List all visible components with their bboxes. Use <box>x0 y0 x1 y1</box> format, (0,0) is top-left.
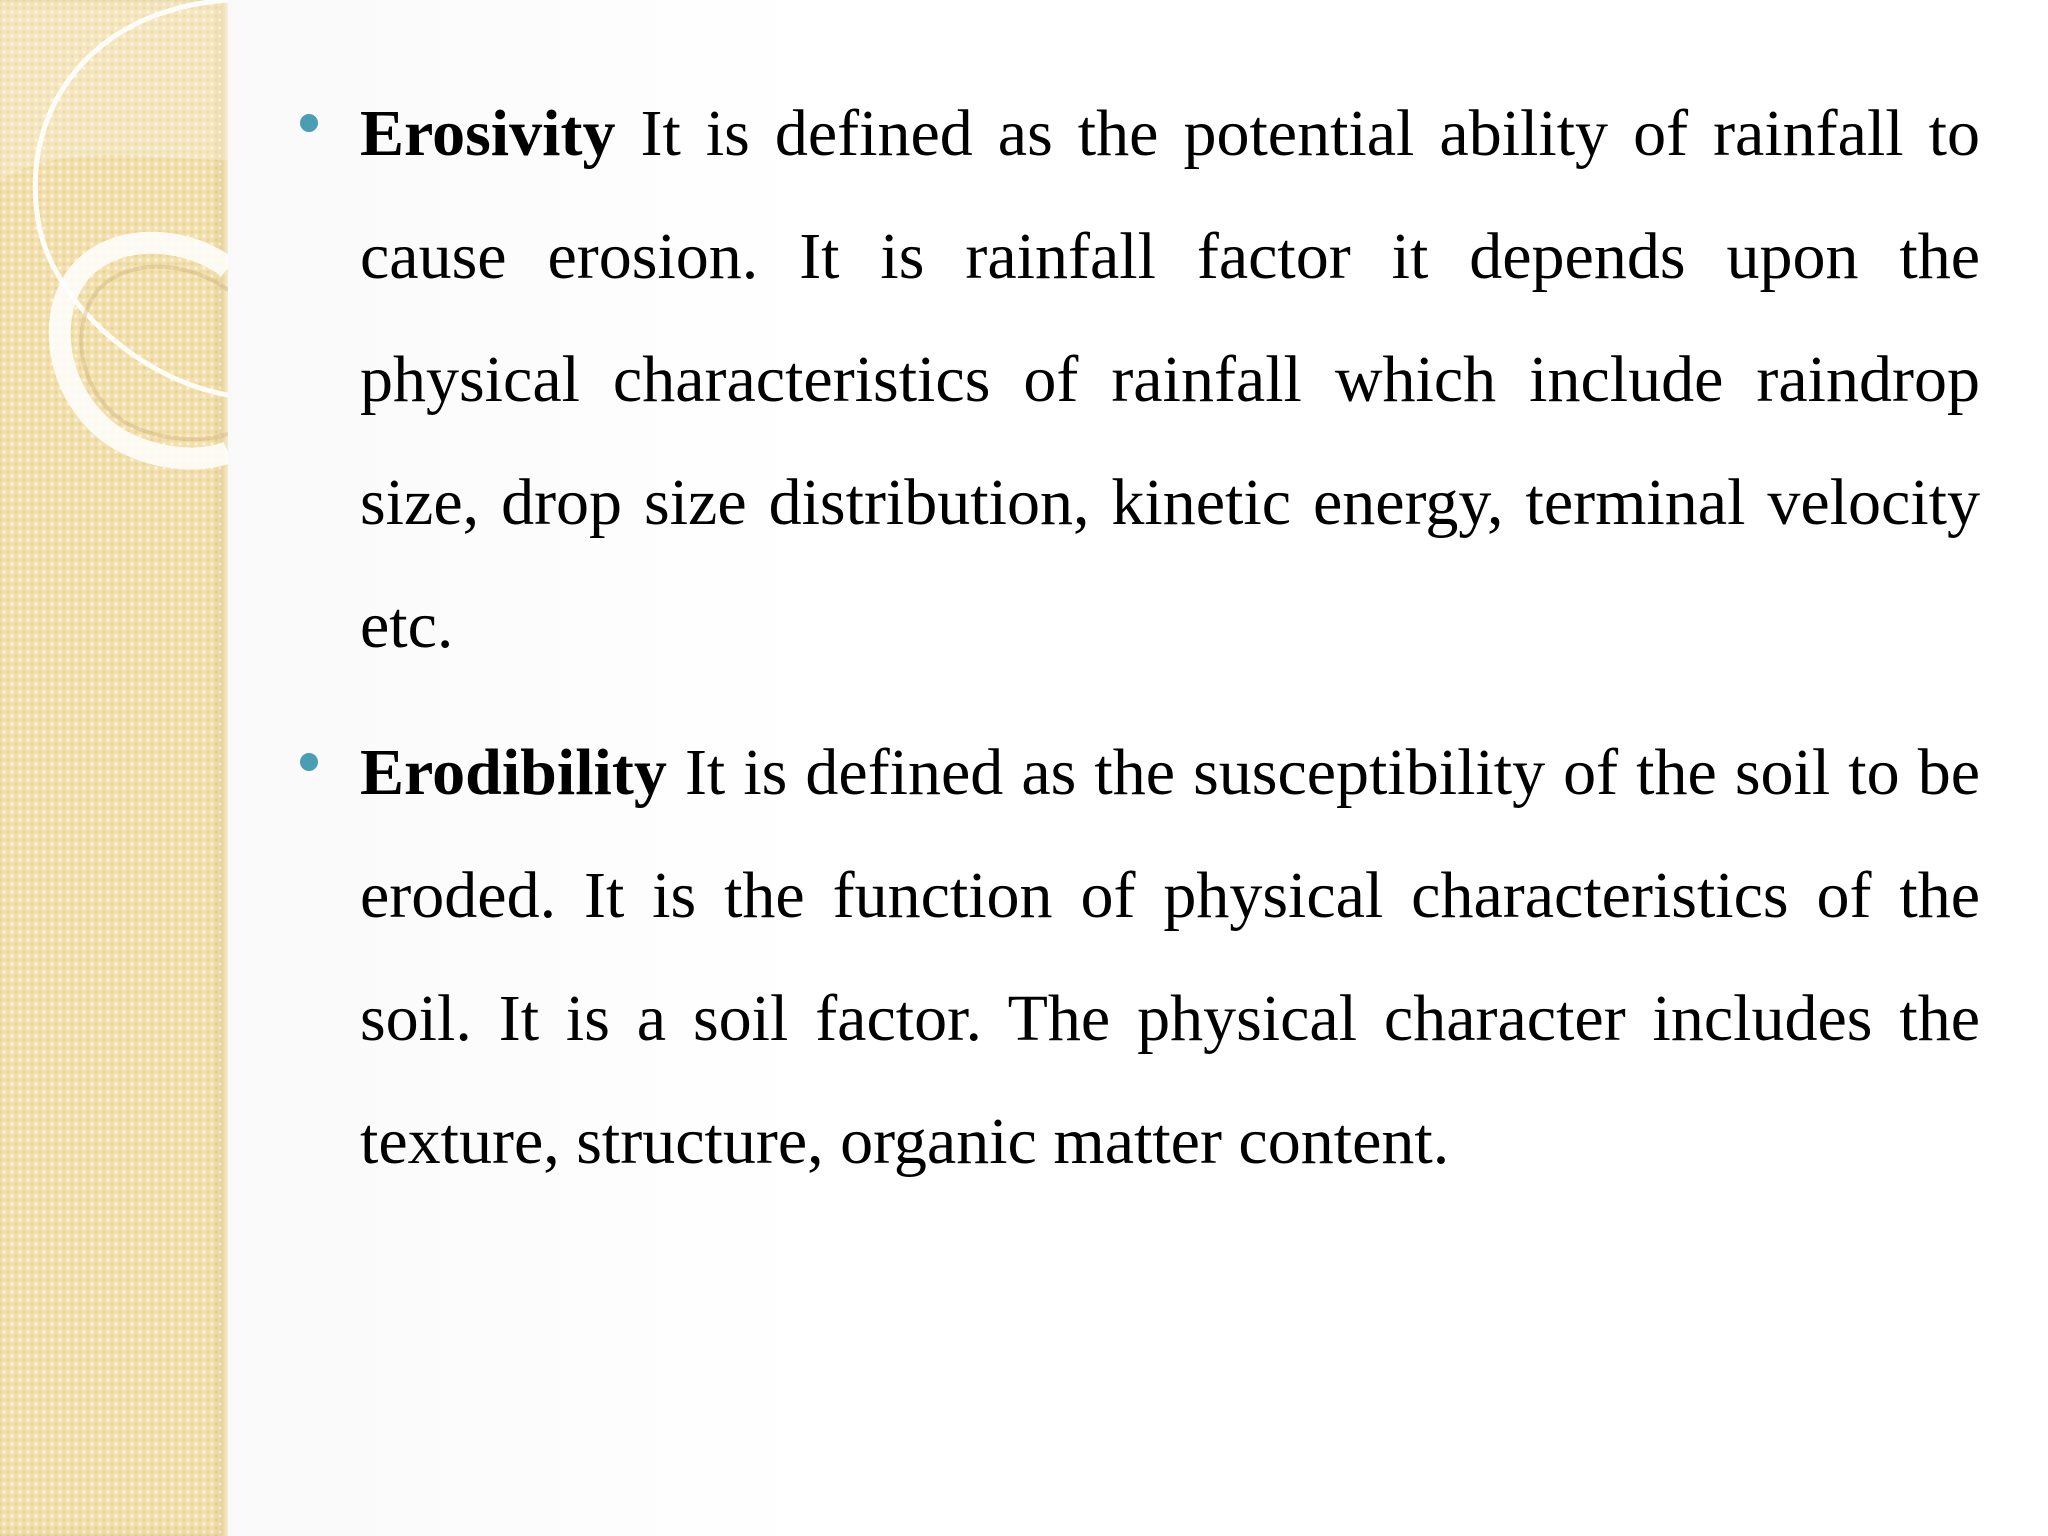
bullet-item-erosivity <box>290 72 1980 687</box>
bullet-term: Erodibility <box>360 736 667 809</box>
decorative-rings <box>0 0 228 520</box>
bullet-item-erodibility <box>290 711 1980 1203</box>
light-corner-shape <box>0 0 228 180</box>
bullet-description: It is defined as the susceptibility of the soil to be eroded. It is the function of physical characteristics of the soil. It is a soil factor. The physical character includes the texture, structure, organic matter content. <box>360 736 1980 1178</box>
slide-content <box>290 72 1980 1227</box>
bullet-paragraph <box>360 711 1980 1203</box>
bullet-dot-icon <box>300 753 318 771</box>
bullet-paragraph <box>360 72 1980 687</box>
bullet-description: It is defined as the potential ability of rainfall to cause erosion. It is rainfall factor it depends upon the physical characteristics of rainfall which include raindrop size, drop size distribution, kinetic energy, terminal velocity etc. <box>360 97 1980 662</box>
bullet-dot-icon <box>300 114 318 132</box>
bullet-term: Erosivity <box>360 97 616 170</box>
